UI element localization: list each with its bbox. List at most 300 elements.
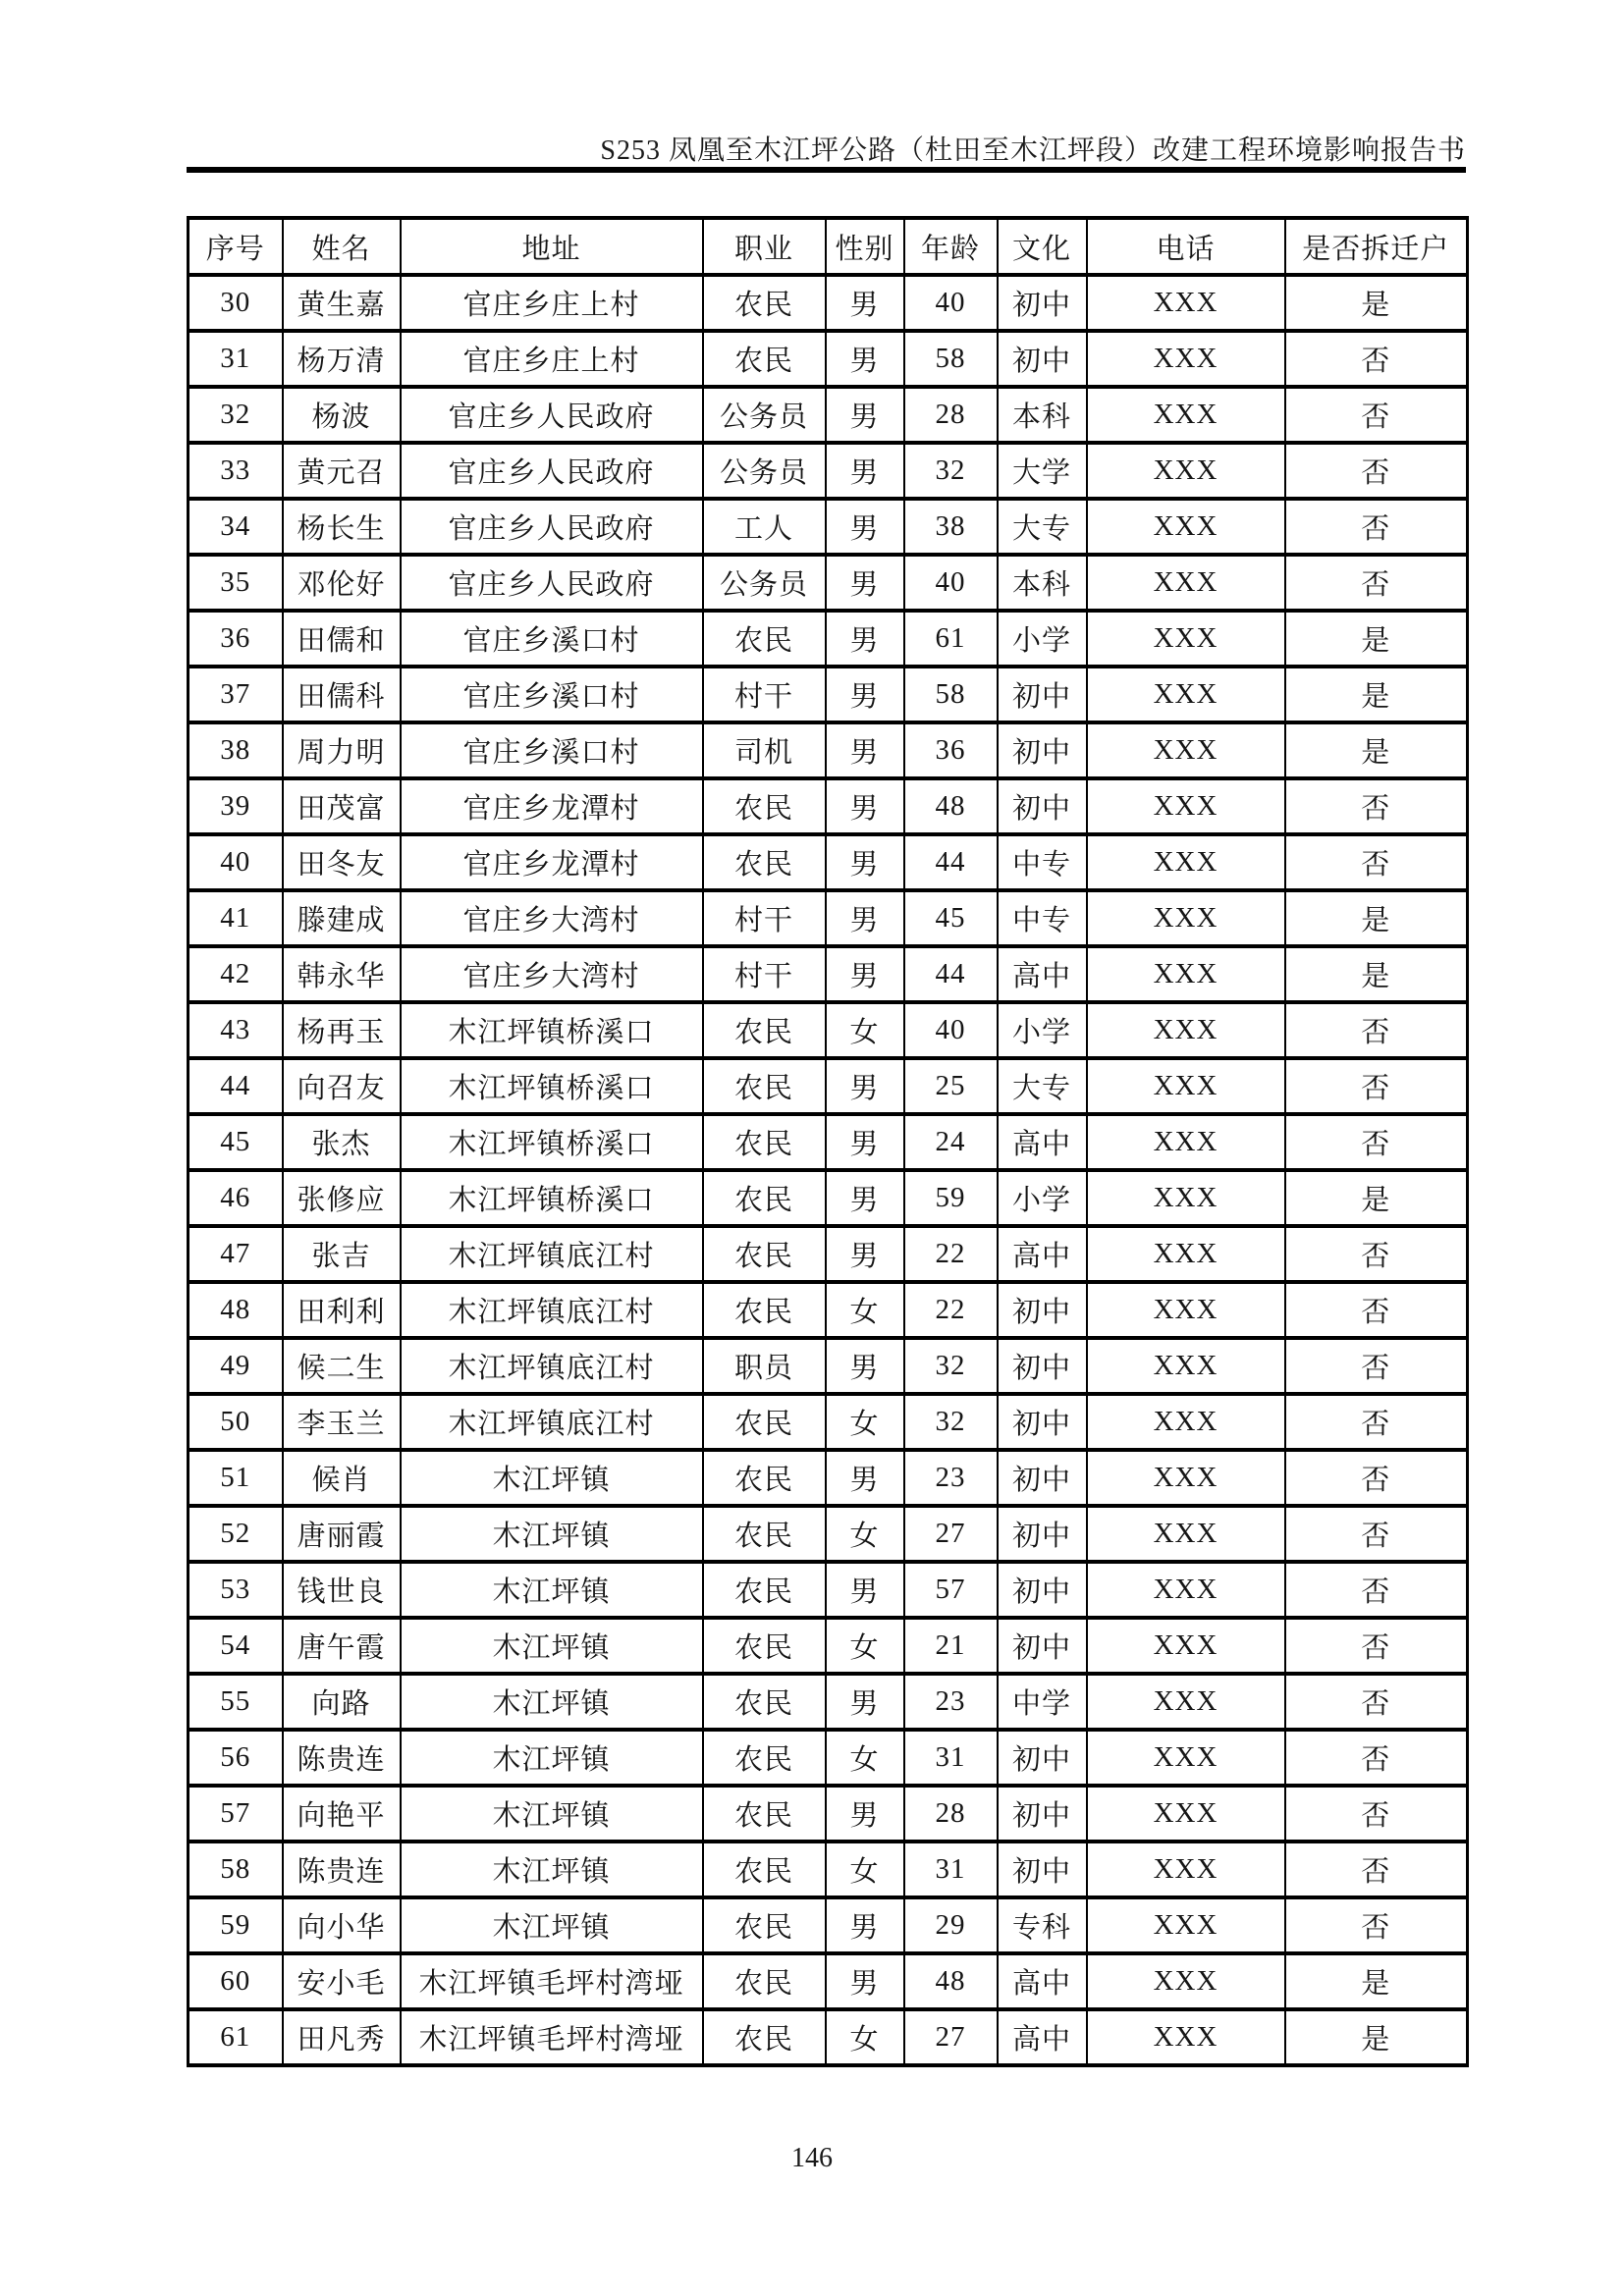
column-header: 年龄 <box>904 218 998 275</box>
table-row <box>189 275 1468 331</box>
table-cell: 田冬友 <box>283 834 401 890</box>
column-header: 姓名 <box>283 218 401 275</box>
table-cell: 38 <box>904 499 998 555</box>
table-cell: XXX <box>1087 1450 1285 1506</box>
table-cell: 39 <box>189 778 283 834</box>
table-cell: 向艳平 <box>283 1786 401 1842</box>
page-number: 146 <box>791 2143 833 2173</box>
table-cell: 男 <box>826 1338 904 1394</box>
table-cell: 张吉 <box>283 1226 401 1282</box>
table-cell: 否 <box>1285 1058 1468 1114</box>
table-cell: XXX <box>1087 611 1285 667</box>
table-cell: 田凡秀 <box>283 2009 401 2065</box>
table-cell: 工人 <box>703 499 826 555</box>
table-cell: 女 <box>826 1506 904 1562</box>
table-cell: 邓伦好 <box>283 555 401 611</box>
table-cell: XXX <box>1087 834 1285 890</box>
table-cell: 男 <box>826 667 904 722</box>
table-row <box>189 1786 1468 1842</box>
table-cell: 村干 <box>703 946 826 1002</box>
table-cell: 农民 <box>703 1506 826 1562</box>
table-cell: 否 <box>1285 778 1468 834</box>
table-cell: 公务员 <box>703 387 826 443</box>
table-cell: 初中 <box>998 667 1087 722</box>
table-row <box>189 946 1468 1002</box>
table-cell: XXX <box>1087 778 1285 834</box>
table-cell: 初中 <box>998 1394 1087 1450</box>
table-cell: 官庄乡溪口村 <box>401 667 703 722</box>
table-cell: 木江坪镇底江村 <box>401 1338 703 1394</box>
table-cell: 59 <box>904 1170 998 1226</box>
table-cell: 小学 <box>998 611 1087 667</box>
table-cell: XXX <box>1087 1394 1285 1450</box>
column-header: 电话 <box>1087 218 1285 275</box>
table-cell: 公务员 <box>703 443 826 499</box>
table-cell: 田儒和 <box>283 611 401 667</box>
table-cell: 22 <box>904 1282 998 1338</box>
table-cell: 张修应 <box>283 1170 401 1226</box>
table-cell: 40 <box>904 1002 998 1058</box>
table-cell: 30 <box>189 275 283 331</box>
table-cell: 女 <box>826 1002 904 1058</box>
table-cell: 45 <box>904 890 998 946</box>
table-row <box>189 890 1468 946</box>
table-cell: 51 <box>189 1450 283 1506</box>
table-row <box>189 1226 1468 1282</box>
table-cell: 24 <box>904 1114 998 1170</box>
table-cell: 否 <box>1285 1394 1468 1450</box>
table-cell: 否 <box>1285 1002 1468 1058</box>
table-cell: XXX <box>1087 1786 1285 1842</box>
table-cell: 木江坪镇桥溪口 <box>401 1114 703 1170</box>
table-cell: 32 <box>904 1338 998 1394</box>
table-cell: 31 <box>904 1730 998 1786</box>
table-cell: 54 <box>189 1618 283 1674</box>
table-cell: 41 <box>189 890 283 946</box>
table-cell: 木江坪镇毛坪村湾垭 <box>401 1953 703 2009</box>
table-cell: 韩永华 <box>283 946 401 1002</box>
table-cell: XXX <box>1087 1338 1285 1394</box>
table-cell: 42 <box>189 946 283 1002</box>
table-cell: 否 <box>1285 1730 1468 1786</box>
table-cell: XXX <box>1087 499 1285 555</box>
table-cell: 初中 <box>998 275 1087 331</box>
table-cell: 官庄乡人民政府 <box>401 387 703 443</box>
table-cell: 45 <box>189 1114 283 1170</box>
table-row <box>189 834 1468 890</box>
table-cell: 村干 <box>703 890 826 946</box>
table-body <box>189 275 1468 2065</box>
table-cell: XXX <box>1087 1730 1285 1786</box>
table-cell: 职员 <box>703 1338 826 1394</box>
table-cell: 农民 <box>703 1002 826 1058</box>
table-cell: 男 <box>826 1450 904 1506</box>
table-cell: 55 <box>189 1674 283 1730</box>
table-cell: XXX <box>1087 1674 1285 1730</box>
column-header: 是否拆迁户 <box>1285 218 1468 275</box>
table-cell: 否 <box>1285 1114 1468 1170</box>
table-cell: 初中 <box>998 1282 1087 1338</box>
table-row <box>189 1170 1468 1226</box>
table-cell: 男 <box>826 331 904 387</box>
table-cell: 初中 <box>998 1562 1087 1618</box>
table-cell: 农民 <box>703 2009 826 2065</box>
table-cell: 木江坪镇 <box>401 1730 703 1786</box>
table-cell: 27 <box>904 1506 998 1562</box>
table-cell: 男 <box>826 555 904 611</box>
table-row <box>189 1562 1468 1618</box>
table-cell: 官庄乡龙潭村 <box>401 778 703 834</box>
table-cell: 小学 <box>998 1170 1087 1226</box>
table-cell: 57 <box>904 1562 998 1618</box>
table-cell: 官庄乡溪口村 <box>401 611 703 667</box>
table-cell: 43 <box>189 1002 283 1058</box>
table-cell: 高中 <box>998 1114 1087 1170</box>
table-cell: 36 <box>189 611 283 667</box>
table-cell: 40 <box>189 834 283 890</box>
table-row <box>189 722 1468 778</box>
table-row <box>189 1897 1468 1953</box>
table-cell: 女 <box>826 1618 904 1674</box>
table-cell: 28 <box>904 1786 998 1842</box>
table-row <box>189 778 1468 834</box>
table-cell: 杨长生 <box>283 499 401 555</box>
table-cell: 初中 <box>998 1450 1087 1506</box>
table-cell: 男 <box>826 1170 904 1226</box>
table-row <box>189 667 1468 722</box>
table-cell: 50 <box>189 1394 283 1450</box>
table-cell: 木江坪镇毛坪村湾垭 <box>401 2009 703 2065</box>
table-cell: 张杰 <box>283 1114 401 1170</box>
table-cell: 农民 <box>703 1282 826 1338</box>
header-rule <box>187 167 1466 173</box>
table-cell: XXX <box>1087 1226 1285 1282</box>
table-cell: XXX <box>1087 946 1285 1002</box>
table-row <box>189 1282 1468 1338</box>
table-cell: 农民 <box>703 1786 826 1842</box>
table-row <box>189 1674 1468 1730</box>
table-cell: XXX <box>1087 443 1285 499</box>
table-row <box>189 1002 1468 1058</box>
table-cell: 否 <box>1285 1282 1468 1338</box>
table-cell: 否 <box>1285 834 1468 890</box>
table-cell: 44 <box>189 1058 283 1114</box>
table-cell: 农民 <box>703 1058 826 1114</box>
table-row <box>189 611 1468 667</box>
table-cell: 木江坪镇 <box>401 1562 703 1618</box>
table-cell: 48 <box>904 1953 998 2009</box>
table-cell: 高中 <box>998 2009 1087 2065</box>
table-cell: 27 <box>904 2009 998 2065</box>
table-cell: XXX <box>1087 1282 1285 1338</box>
table-cell: 初中 <box>998 331 1087 387</box>
table-cell: 52 <box>189 1506 283 1562</box>
table-cell: 高中 <box>998 946 1087 1002</box>
table-cell: 唐丽霞 <box>283 1506 401 1562</box>
table-cell: 木江坪镇底江村 <box>401 1394 703 1450</box>
table-cell: 木江坪镇 <box>401 1450 703 1506</box>
table-cell: 中专 <box>998 890 1087 946</box>
table-cell: 男 <box>826 1058 904 1114</box>
table-cell: 官庄乡龙潭村 <box>401 834 703 890</box>
table-cell: 女 <box>826 1842 904 1897</box>
table-cell: 初中 <box>998 1786 1087 1842</box>
table-cell: XXX <box>1087 1058 1285 1114</box>
table-cell: 男 <box>826 1897 904 1953</box>
table-cell: 是 <box>1285 946 1468 1002</box>
table-row <box>189 555 1468 611</box>
table-cell: 木江坪镇 <box>401 1506 703 1562</box>
table-cell: 农民 <box>703 1226 826 1282</box>
table-cell: 37 <box>189 667 283 722</box>
table-cell: 否 <box>1285 1618 1468 1674</box>
table-cell: 61 <box>189 2009 283 2065</box>
table-cell: 29 <box>904 1897 998 1953</box>
table-cell: 31 <box>189 331 283 387</box>
table-cell: 男 <box>826 890 904 946</box>
table-cell: 初中 <box>998 722 1087 778</box>
column-header: 文化 <box>998 218 1087 275</box>
table-cell: 否 <box>1285 1674 1468 1730</box>
table-row <box>189 1842 1468 1897</box>
table-cell: 周力明 <box>283 722 401 778</box>
table-cell: 56 <box>189 1730 283 1786</box>
table-cell: 农民 <box>703 1730 826 1786</box>
table-cell: 25 <box>904 1058 998 1114</box>
table-row <box>189 331 1468 387</box>
table-cell: 女 <box>826 1282 904 1338</box>
table-cell: 农民 <box>703 1170 826 1226</box>
table-cell: 否 <box>1285 1897 1468 1953</box>
table-cell: 否 <box>1285 1338 1468 1394</box>
table-cell: XXX <box>1087 387 1285 443</box>
table-cell: 否 <box>1285 443 1468 499</box>
table-cell: 黄元召 <box>283 443 401 499</box>
table-cell: 农民 <box>703 1674 826 1730</box>
table-cell: 男 <box>826 1114 904 1170</box>
table-cell: 黄生嘉 <box>283 275 401 331</box>
table-cell: 男 <box>826 611 904 667</box>
table-row <box>189 1394 1468 1450</box>
running-header-title: S253 凤凰至木江坪公路（杜田至木江坪段）改建工程环境影响报告书 <box>600 135 1466 166</box>
table-cell: 农民 <box>703 1450 826 1506</box>
table-row <box>189 2009 1468 2065</box>
table-cell: 男 <box>826 1674 904 1730</box>
table-cell: 男 <box>826 778 904 834</box>
table-cell: 44 <box>904 834 998 890</box>
table-cell: XXX <box>1087 1002 1285 1058</box>
table-row <box>189 443 1468 499</box>
table-cell: 杨万清 <box>283 331 401 387</box>
table-cell: 农民 <box>703 1842 826 1897</box>
table-cell: 陈贵连 <box>283 1730 401 1786</box>
table-cell: 木江坪镇桥溪口 <box>401 1170 703 1226</box>
table-cell: 男 <box>826 722 904 778</box>
table-cell: 农民 <box>703 611 826 667</box>
table-cell: 高中 <box>998 1953 1087 2009</box>
table-cell: 53 <box>189 1562 283 1618</box>
table-cell: 初中 <box>998 1506 1087 1562</box>
table-cell: 是 <box>1285 667 1468 722</box>
table-cell: 44 <box>904 946 998 1002</box>
table-row <box>189 1338 1468 1394</box>
table-cell: 38 <box>189 722 283 778</box>
table-cell: XXX <box>1087 722 1285 778</box>
table-cell: 大专 <box>998 499 1087 555</box>
table-cell: 男 <box>826 499 904 555</box>
table-cell: 否 <box>1285 1786 1468 1842</box>
table-cell: XXX <box>1087 1618 1285 1674</box>
table-cell: 否 <box>1285 387 1468 443</box>
table-cell: XXX <box>1087 1114 1285 1170</box>
table-cell: 本科 <box>998 387 1087 443</box>
table-cell: 34 <box>189 499 283 555</box>
table-cell: 钱世良 <box>283 1562 401 1618</box>
table-cell: 女 <box>826 1394 904 1450</box>
table-cell: 农民 <box>703 1618 826 1674</box>
table-cell: 31 <box>904 1842 998 1897</box>
table-cell: XXX <box>1087 555 1285 611</box>
table-cell: XXX <box>1087 890 1285 946</box>
table-cell: 否 <box>1285 1562 1468 1618</box>
table-cell: 安小毛 <box>283 1953 401 2009</box>
table-row <box>189 1450 1468 1506</box>
table-cell: 农民 <box>703 275 826 331</box>
table-cell: 木江坪镇底江村 <box>401 1282 703 1338</box>
table-cell: 48 <box>189 1282 283 1338</box>
table-header-row <box>189 218 1468 275</box>
table-cell: 40 <box>904 555 998 611</box>
table-cell: 大学 <box>998 443 1087 499</box>
table-cell: 否 <box>1285 331 1468 387</box>
table-cell: 木江坪镇 <box>401 1842 703 1897</box>
table-cell: 23 <box>904 1450 998 1506</box>
table-cell: 男 <box>826 1786 904 1842</box>
table-cell: 是 <box>1285 2009 1468 2065</box>
table-cell: 60 <box>189 1953 283 2009</box>
table-cell: 57 <box>189 1786 283 1842</box>
table-cell: 32 <box>904 1394 998 1450</box>
table-cell: XXX <box>1087 1953 1285 2009</box>
table-cell: 官庄乡人民政府 <box>401 443 703 499</box>
table-cell: 否 <box>1285 499 1468 555</box>
table-cell: 木江坪镇 <box>401 1674 703 1730</box>
table-cell: 农民 <box>703 1394 826 1450</box>
table-cell: XXX <box>1087 1562 1285 1618</box>
table-cell: XXX <box>1087 1170 1285 1226</box>
table-cell: 32 <box>904 443 998 499</box>
table-cell: 中专 <box>998 834 1087 890</box>
table-cell: 初中 <box>998 1618 1087 1674</box>
table-cell: XXX <box>1087 1506 1285 1562</box>
table-cell: 否 <box>1285 1450 1468 1506</box>
table-cell: 男 <box>826 946 904 1002</box>
table-cell: 大专 <box>998 1058 1087 1114</box>
table-cell: 官庄乡庄上村 <box>401 331 703 387</box>
table-cell: 向小华 <box>283 1897 401 1953</box>
table-cell: 司机 <box>703 722 826 778</box>
table-cell: 49 <box>189 1338 283 1394</box>
table-cell: 中学 <box>998 1674 1087 1730</box>
table-cell: 47 <box>189 1226 283 1282</box>
table-cell: 21 <box>904 1618 998 1674</box>
table-cell: 陈贵连 <box>283 1842 401 1897</box>
table-cell: XXX <box>1087 331 1285 387</box>
residents-table <box>187 216 1469 2067</box>
table-cell: 本科 <box>998 555 1087 611</box>
table-cell: XXX <box>1087 1897 1285 1953</box>
table-cell: 是 <box>1285 275 1468 331</box>
table-cell: 农民 <box>703 1114 826 1170</box>
table-cell: 官庄乡人民政府 <box>401 555 703 611</box>
table-cell: 23 <box>904 1674 998 1730</box>
table-cell: 是 <box>1285 1953 1468 2009</box>
table-cell: 40 <box>904 275 998 331</box>
table-cell: 46 <box>189 1170 283 1226</box>
table-cell: 向路 <box>283 1674 401 1730</box>
table-row <box>189 1730 1468 1786</box>
table-cell: 官庄乡庄上村 <box>401 275 703 331</box>
table-cell: 58 <box>904 331 998 387</box>
table-cell: 木江坪镇桥溪口 <box>401 1002 703 1058</box>
table-cell: 初中 <box>998 1730 1087 1786</box>
table-row <box>189 1058 1468 1114</box>
table-cell: 高中 <box>998 1226 1087 1282</box>
table-cell: 官庄乡大湾村 <box>401 946 703 1002</box>
table-cell: 木江坪镇 <box>401 1618 703 1674</box>
table-row <box>189 1953 1468 2009</box>
table-row <box>189 1506 1468 1562</box>
table-cell: 李玉兰 <box>283 1394 401 1450</box>
table-cell: 小学 <box>998 1002 1087 1058</box>
table-cell: 木江坪镇 <box>401 1897 703 1953</box>
table-cell: 男 <box>826 443 904 499</box>
table-cell: 33 <box>189 443 283 499</box>
table-cell: 公务员 <box>703 555 826 611</box>
table-row <box>189 1114 1468 1170</box>
table-cell: 女 <box>826 2009 904 2065</box>
table-cell: 男 <box>826 834 904 890</box>
table-cell: 男 <box>826 1953 904 2009</box>
table-cell: 初中 <box>998 778 1087 834</box>
table-cell: 杨波 <box>283 387 401 443</box>
table-cell: 候二生 <box>283 1338 401 1394</box>
table-cell: 48 <box>904 778 998 834</box>
table-row <box>189 387 1468 443</box>
table-cell: 是 <box>1285 890 1468 946</box>
table-cell: 杨再玉 <box>283 1002 401 1058</box>
table-cell: 男 <box>826 1226 904 1282</box>
table-cell: 32 <box>189 387 283 443</box>
table-cell: 否 <box>1285 1226 1468 1282</box>
table-cell: 农民 <box>703 834 826 890</box>
table-cell: 58 <box>904 667 998 722</box>
table-cell: 58 <box>189 1842 283 1897</box>
column-header: 序号 <box>189 218 283 275</box>
table-cell: 男 <box>826 275 904 331</box>
table-cell: 农民 <box>703 1562 826 1618</box>
table-cell: 35 <box>189 555 283 611</box>
table-cell: 村干 <box>703 667 826 722</box>
table-row <box>189 499 1468 555</box>
table-cell: XXX <box>1087 2009 1285 2065</box>
table-cell: 初中 <box>998 1842 1087 1897</box>
table-cell: 农民 <box>703 1897 826 1953</box>
table-header <box>189 218 1468 275</box>
table-cell: 28 <box>904 387 998 443</box>
column-header: 职业 <box>703 218 826 275</box>
table-cell: 59 <box>189 1897 283 1953</box>
